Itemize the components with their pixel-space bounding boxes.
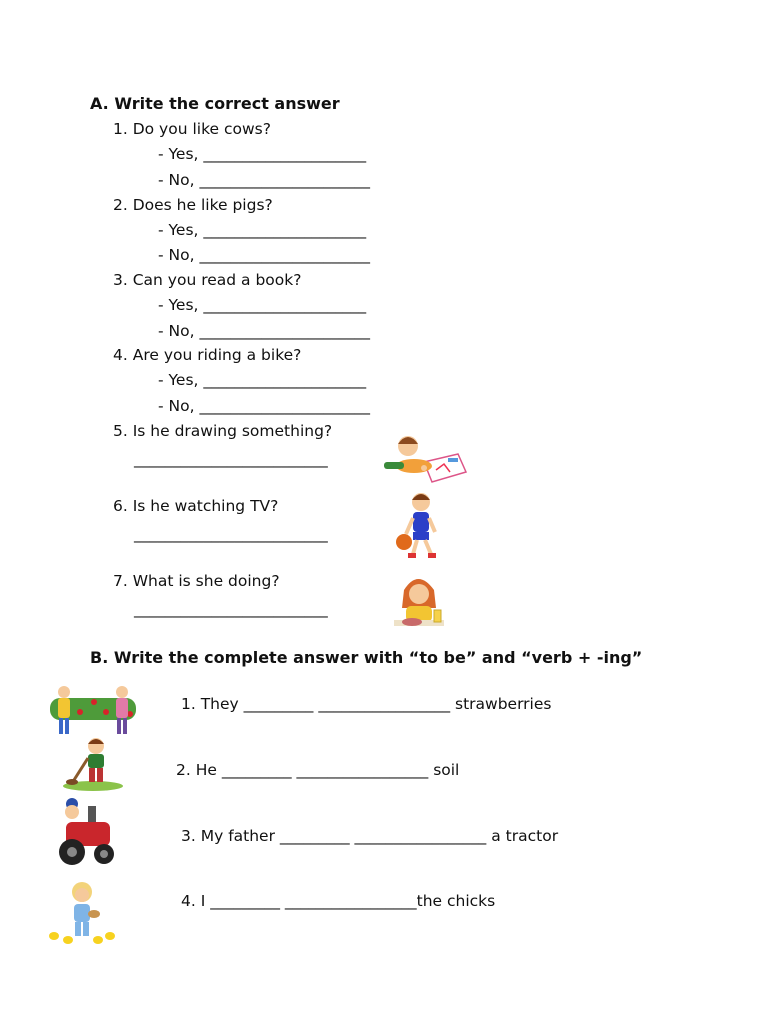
answer-5-line: _________________________ [134, 450, 328, 468]
question-5: 5. Is he drawing something? [113, 422, 333, 440]
girl-eating-illustration [388, 572, 450, 634]
sentence-2: 2. He _________ _________________ soil [176, 761, 460, 779]
question-6: 6. Is he watching TV? [113, 497, 279, 515]
boy-feeding-chicks-illustration [46, 880, 116, 946]
question-4: 4. Are you riding a bike? [113, 346, 302, 364]
answer-7-line: _________________________ [134, 600, 328, 618]
question-7: 7. What is she doing? [113, 572, 280, 590]
father-driving-tractor-illustration [56, 798, 118, 868]
question-1: 1. Do you like cows? [113, 120, 271, 138]
answer-2-no: - No, ______________________ [158, 246, 370, 264]
answer-4-no: - No, ______________________ [158, 397, 370, 415]
question-2: 2. Does he like pigs? [113, 196, 273, 214]
answer-3-no: - No, ______________________ [158, 322, 370, 340]
section-a-heading: A. Write the correct answer [90, 94, 340, 113]
answer-1-no: - No, ______________________ [158, 171, 370, 189]
sentence-1: 1. They _________ _________________ strawberries [181, 695, 552, 713]
boy-drawing-illustration [380, 432, 472, 488]
answer-3-yes: - Yes, _____________________ [158, 296, 367, 314]
answer-6-line: _________________________ [134, 525, 328, 543]
boy-basketball-illustration [393, 490, 447, 562]
answer-4-yes: - Yes, _____________________ [158, 371, 367, 389]
sentence-4: 4. I _________ _________________the chicks [181, 892, 496, 910]
sentence-3: 3. My father _________ _________________ a tractor [181, 827, 559, 845]
answer-2-yes: - Yes, _____________________ [158, 221, 367, 239]
section-b-heading: B. Write the complete answer with “to be” and “verb + -ing” [90, 648, 643, 667]
question-3: 3. Can you read a book? [113, 271, 302, 289]
boy-gardening-illustration [60, 736, 126, 792]
kids-picking-strawberries-illustration [46, 684, 140, 740]
answer-1-yes: - Yes, _____________________ [158, 145, 367, 163]
